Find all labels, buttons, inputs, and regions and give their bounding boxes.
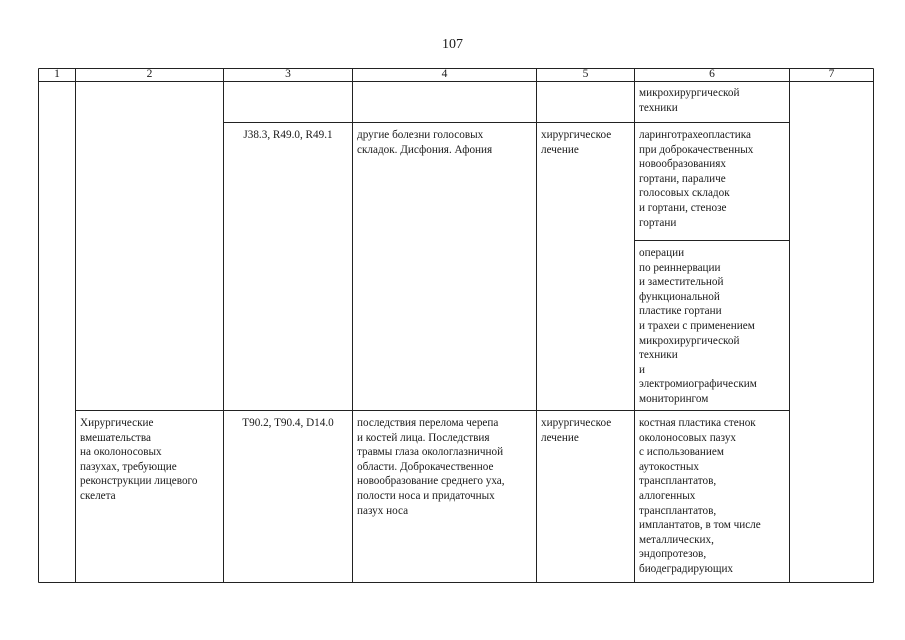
column-header-4: 4 bbox=[441, 68, 448, 80]
cell-r1-icd-codes: J38.3, R49.0, R49.1 bbox=[243, 129, 333, 141]
cell-r1-method-a: ларинготрахеопластика при доброкачественных новообразованиях гортани, параличе голосовых складок и гортани, стенозе гортани bbox=[639, 129, 754, 229]
cell-r2-method: костная пластика стенок околоносовых пазух с использованием аутокостных трансплантатов, аллогенных трансплантатов, имплантатов, в том числе металлических, эндопротезов, биодеградирующих bbox=[639, 417, 761, 575]
cell-r2-intervention: Хирургические вмешательства на околоносовых пазухах, требующие реконструкции лицевого скелета bbox=[80, 417, 198, 502]
column-header-2: 2 bbox=[146, 68, 153, 80]
cell-r1-diagnosis: другие болезни голосовых складок. Дисфония. Афония bbox=[357, 129, 493, 156]
cell-r2-icd-codes: T90.2, T90.4, D14.0 bbox=[242, 417, 334, 429]
column-header-3: 3 bbox=[285, 68, 291, 80]
cell-r2-treatment-type: хирургическое лечение bbox=[541, 417, 612, 444]
cell-r1-method-b: операции по реиннервации и заместительной функциональной пластике гортани и трахеи с применением микрохирургической техники и электромиографическим мониторингом bbox=[639, 247, 757, 405]
cell-r1-treatment-type: хирургическое лечение bbox=[541, 129, 612, 156]
column-header-1: 1 bbox=[54, 68, 60, 80]
cell-r0-method: микрохирургической техники bbox=[639, 87, 740, 114]
column-header-7: 7 bbox=[828, 68, 835, 80]
column-header-6: 6 bbox=[709, 68, 715, 80]
page-number: 107 bbox=[442, 37, 463, 52]
column-header-5: 5 bbox=[582, 68, 589, 80]
cell-r2-diagnosis: последствия перелома черепа и костей лица. Последствия травмы глаза окологлазничной области. Доброкачественное новообразование среднего уха, полости носа и придаточных пазух носа bbox=[357, 417, 505, 517]
